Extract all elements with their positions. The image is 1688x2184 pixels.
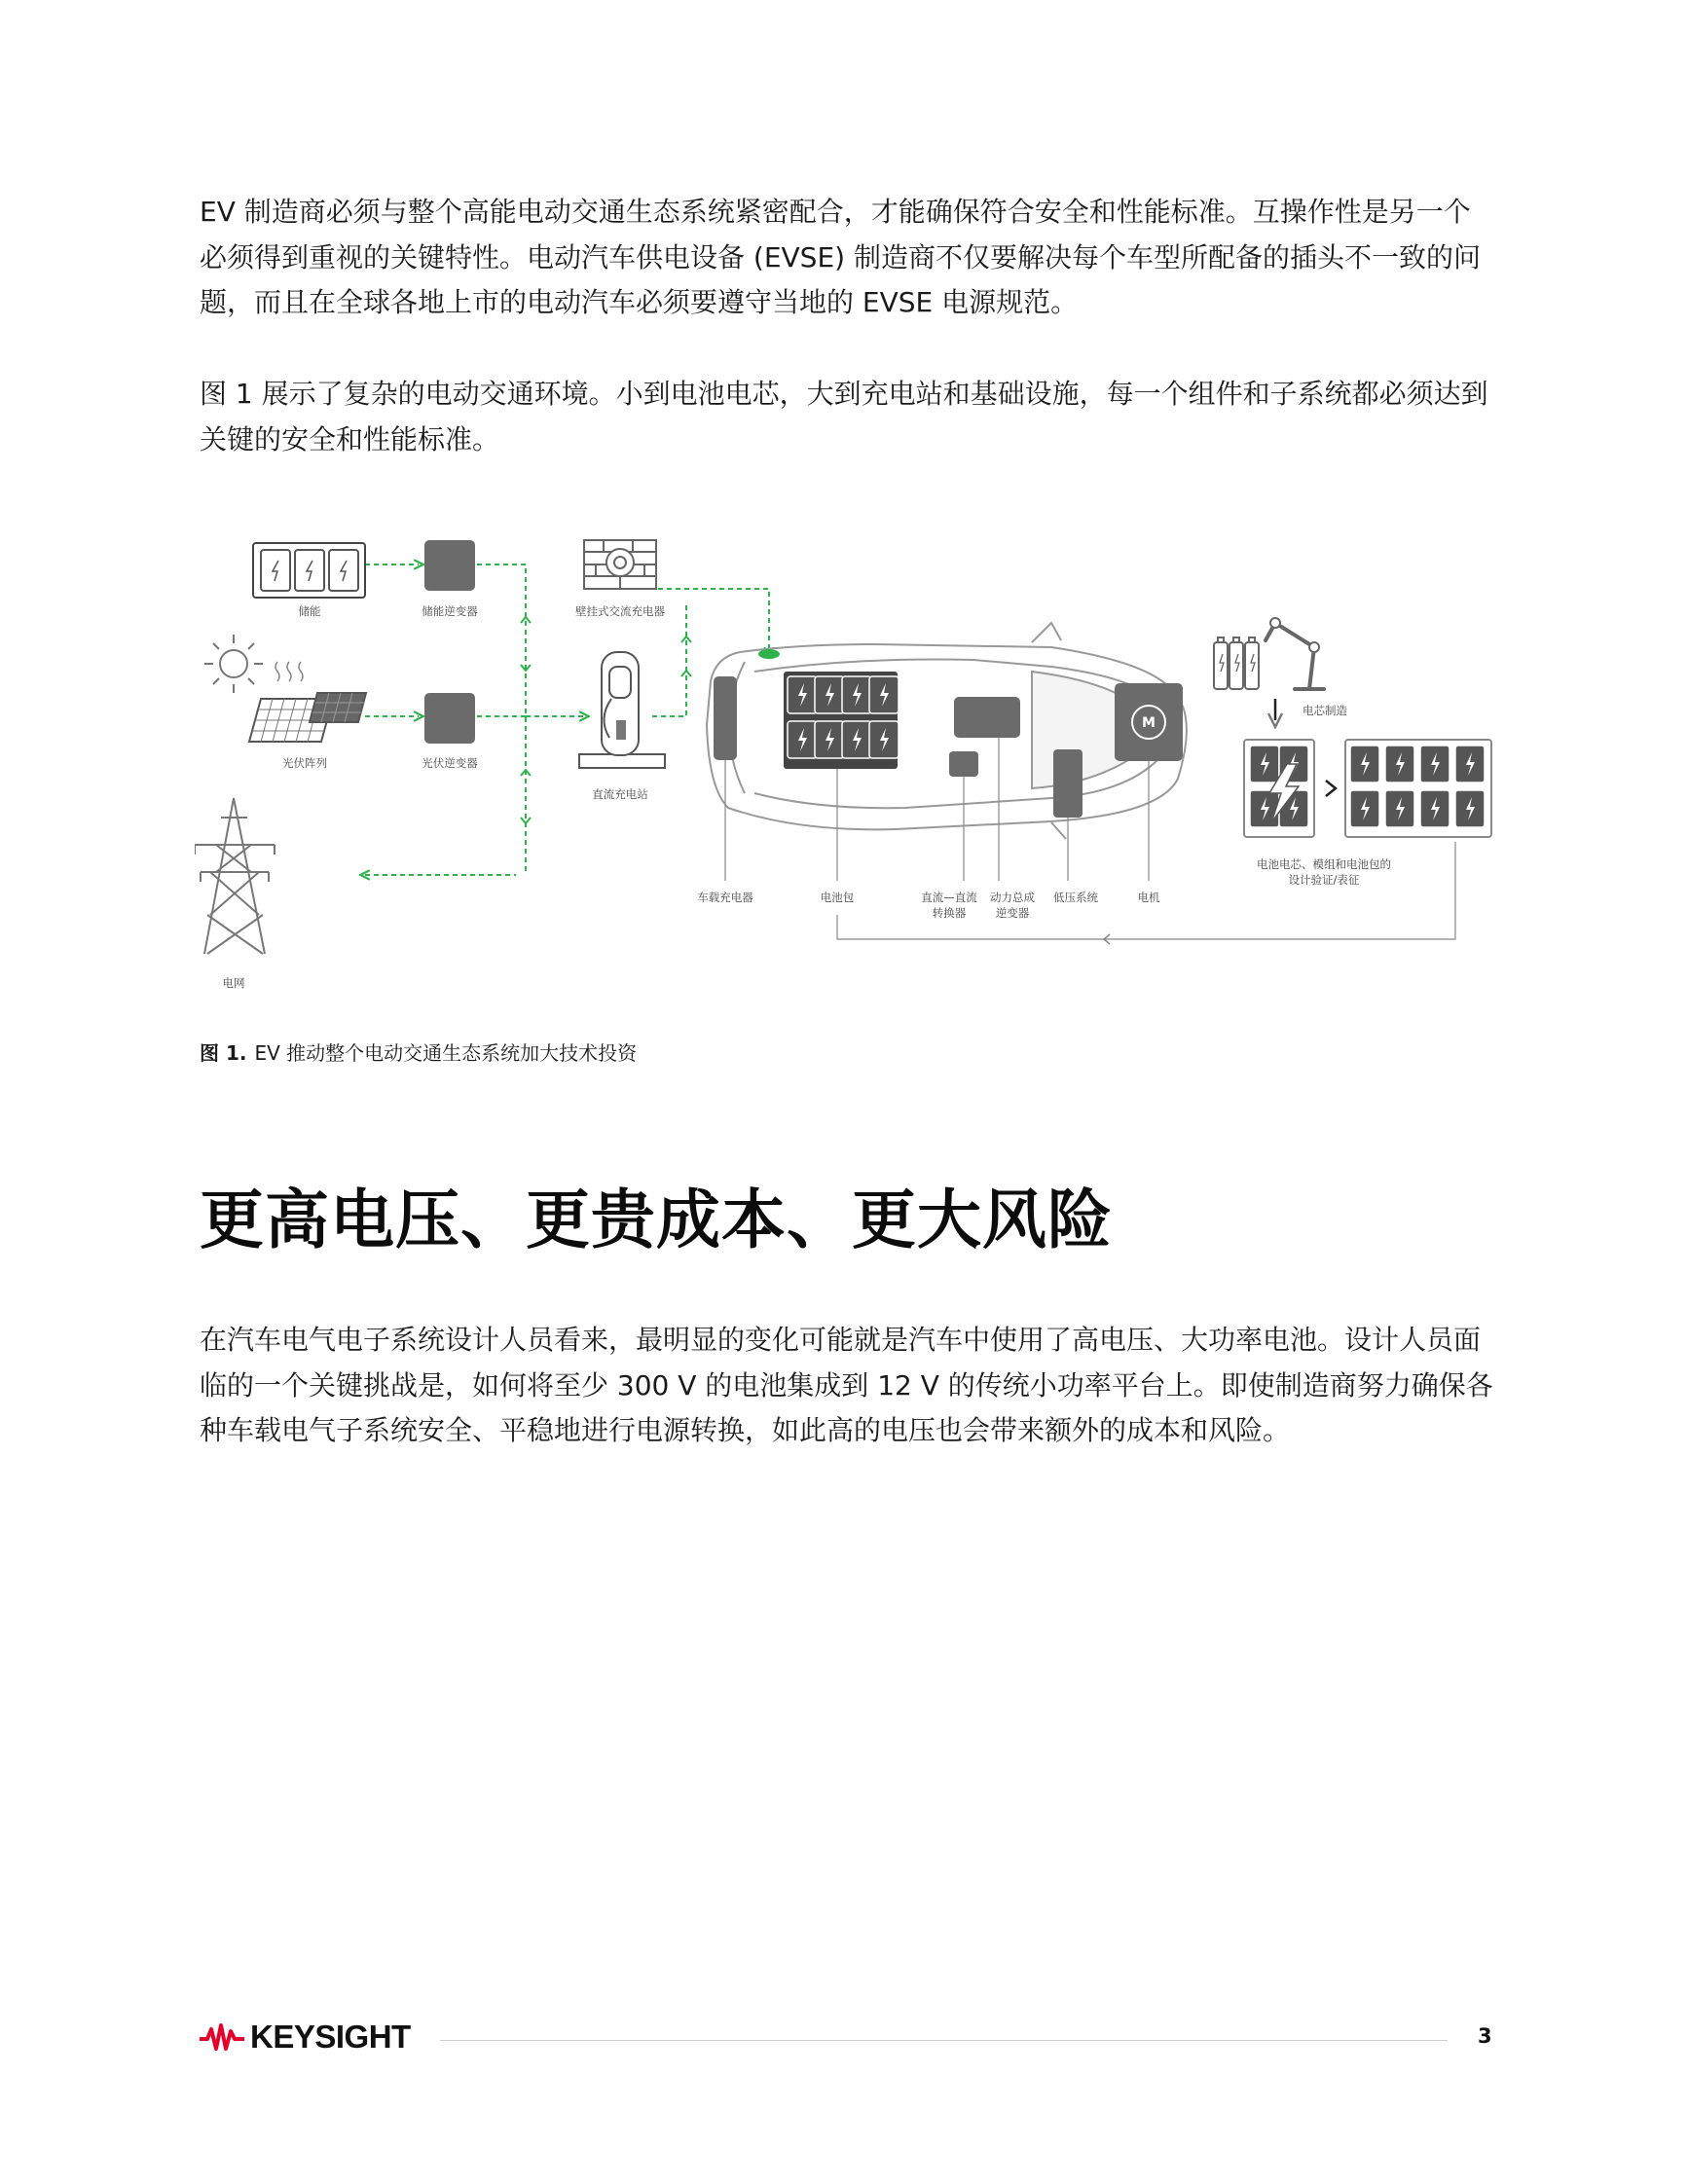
figure-intro-paragraph: 图 1 展示了复杂的电动交通环境。小到电池电芯，大到充电站和基础设施，每一个组件和子系统都必须达到关键的安全和性能标准。 <box>200 378 1488 455</box>
flow-station-up <box>652 603 686 716</box>
label-grid: 电网 <box>222 976 245 990</box>
label-validation-line2: 设计验证/表征 <box>1288 873 1360 887</box>
label-powertrain-line1: 动力总成 <box>990 891 1035 904</box>
figure-caption-text: EV 推动整个电动交通生态系统加大技术投资 <box>254 1041 638 1065</box>
pv-array-icon <box>249 693 366 742</box>
figure-caption <box>200 1037 637 1066</box>
battery-pack-block <box>784 672 899 769</box>
section-heading: 更高电压、更贵成本、更大风险 <box>200 1183 1113 1257</box>
page-number: 3 <box>1478 2024 1492 2048</box>
powertrain-inverter-block <box>954 697 1020 738</box>
storage-inverter-box <box>424 540 475 591</box>
keysight-wave-icon <box>200 2021 244 2053</box>
label-storage: 储能 <box>298 604 321 618</box>
onboard-charger-block <box>714 676 737 760</box>
brand-name: KEYSIGHT <box>250 2019 411 2055</box>
footer-divider <box>440 2040 1448 2041</box>
label-cell-manufacturing: 电芯制造 <box>1303 704 1347 717</box>
charge-port <box>758 649 780 659</box>
motor-symbol: M <box>1142 715 1156 731</box>
label-storage-inverter: 储能逆变器 <box>422 604 478 618</box>
label-pv-array: 光伏阵列 <box>282 756 327 770</box>
label-dcdc-line1: 直流—直流 <box>921 891 977 904</box>
flow-to-vehicle <box>623 589 769 652</box>
robot-arm-icon <box>1266 618 1324 689</box>
label-pv-inverter: 光伏逆变器 <box>422 756 478 770</box>
right-chevron-icon <box>1326 781 1336 796</box>
energy-storage <box>253 543 365 598</box>
label-dc-station: 直流充电站 <box>592 787 648 801</box>
section-paragraph: 在汽车电气电子系统设计人员看来，最明显的变化可能就是汽车中使用了高电压、大功率电池。设计人员面临的一个关键挑战是，如何将至少 300 V 的电池集成到 12 V 的传统小功率平台上。即使制造商努力确保各种车载电气子系统安全、平稳地进行电源转换，如此高的电压也会带来额外的成本和风险。 <box>200 1324 1493 1446</box>
dcdc-converter-block <box>949 751 978 777</box>
motor-block <box>1115 683 1183 761</box>
dc-charging-station-icon <box>579 652 665 768</box>
label-battery-pack: 电池包 <box>820 891 855 904</box>
battery-cells-icon <box>1214 637 1259 689</box>
low-voltage-block <box>1053 749 1083 818</box>
keysight-logo <box>200 2019 411 2056</box>
pack-block <box>1345 740 1491 837</box>
label-motor: 电机 <box>1137 891 1160 904</box>
sun-icon <box>204 635 263 693</box>
grid-tower-icon <box>195 798 275 954</box>
label-dcdc-line2: 转换器 <box>932 906 967 920</box>
ev-ecosystem-diagram <box>195 526 1499 1012</box>
label-validation-line1: 电池电芯、模组和电池包的 <box>1257 857 1391 871</box>
label-onboard-charger: 车载充电器 <box>697 891 753 904</box>
pv-inverter-box <box>424 693 475 744</box>
heat-waves-icon <box>275 662 303 681</box>
figure-caption-label: 图 1. <box>200 1041 247 1065</box>
flow-trunk <box>477 564 526 875</box>
label-powertrain-line2: 逆变器 <box>995 906 1030 920</box>
label-wall-ac-charger: 壁挂式交流充电器 <box>575 604 665 618</box>
intro-paragraph: EV 制造商必须与整个高能电动交通生态系统紧密配合，才能确保符合安全和性能标准。互操作性是另一个必须得到重视的关键特性。电动汽车供电设备 (EVSE) 制造商不仅要解决每个车型所配备的插头不一致的问题，而且在全球各地上市的电动汽车必须要遵守当地的 EVSE 电源规范。 <box>200 196 1481 318</box>
label-low-voltage: 低压系统 <box>1053 891 1098 904</box>
module-block <box>1244 740 1314 837</box>
wall-ac-charger-icon <box>584 540 656 590</box>
